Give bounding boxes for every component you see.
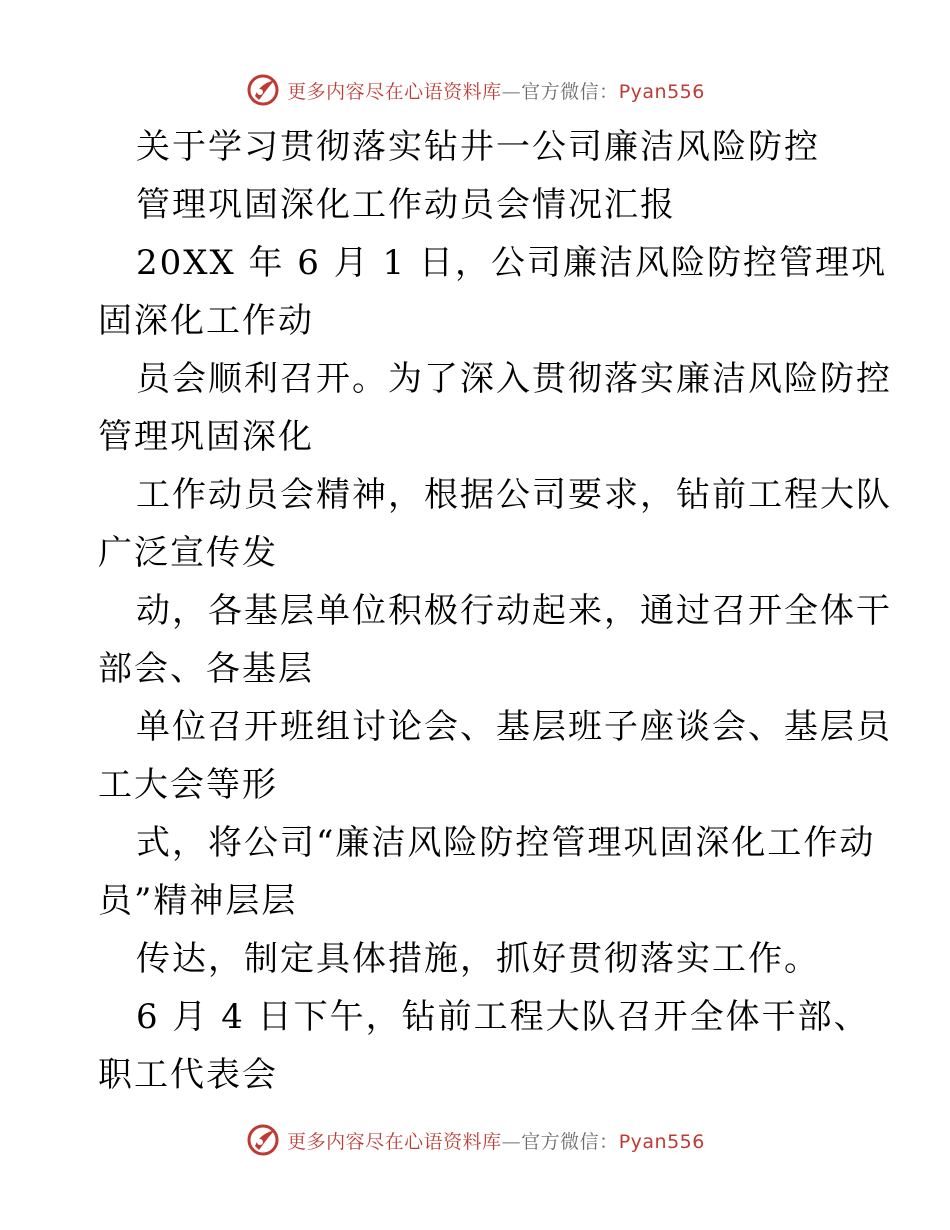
banner-dash: — xyxy=(501,1130,522,1153)
text-line: 20XX 年 6 月 1 日，公司廉洁风险防控管理巩 xyxy=(136,243,887,283)
banner-text xyxy=(287,77,705,104)
text-line: 员会顺利召开。为了深入贯彻落实廉洁风险防控 xyxy=(136,359,892,399)
text-line: 工大会等形 xyxy=(98,765,278,805)
text-line: 6 月 4 日下午，钻前工程大队召开全体干部、 xyxy=(136,997,870,1037)
text-line: 固深化工作动 xyxy=(98,301,314,341)
text-line: 关于学习贯彻落实钻井一公司廉洁风险防控 xyxy=(136,127,820,167)
document-body xyxy=(98,118,892,1104)
text-line: 传达，制定具体措施，抓好贯彻落实工作。 xyxy=(136,939,820,979)
banner-wechat-prefix: 官方微信： xyxy=(521,1130,619,1153)
banner-wechat-prefix: 官方微信： xyxy=(521,80,619,103)
header-banner xyxy=(0,70,950,110)
banner-wechat-id: Pyan556 xyxy=(618,1130,705,1153)
footer-banner xyxy=(0,1120,950,1160)
text-line: 部会、各基层 xyxy=(98,649,314,689)
banner-main-text: 更多内容尽在心语资料库 xyxy=(287,80,502,103)
brand-logo-icon xyxy=(245,72,281,108)
banner-dash: — xyxy=(501,80,522,103)
text-line: 单位召开班组讨论会、基层班子座谈会、基层员 xyxy=(136,707,892,747)
banner-text xyxy=(287,1127,705,1154)
banner-main-text: 更多内容尽在心语资料库 xyxy=(287,1130,502,1153)
text-line: 工作动员会精神，根据公司要求，钻前工程大队 xyxy=(136,475,892,515)
brand-logo-icon xyxy=(245,1122,281,1158)
text-line: 管理巩固深化工作动员会情况汇报 xyxy=(136,185,676,225)
text-line: 员”精神层层 xyxy=(98,881,298,921)
text-line: 式，将公司“廉洁风险防控管理巩固深化工作动 xyxy=(136,823,876,863)
banner-wechat-id: Pyan556 xyxy=(618,80,705,103)
text-line: 广泛宣传发 xyxy=(98,533,278,573)
text-line: 动，各基层单位积极行动起来，通过召开全体干 xyxy=(136,591,892,631)
text-line: 职工代表会 xyxy=(98,1055,278,1095)
text-line: 管理巩固深化 xyxy=(98,417,314,457)
